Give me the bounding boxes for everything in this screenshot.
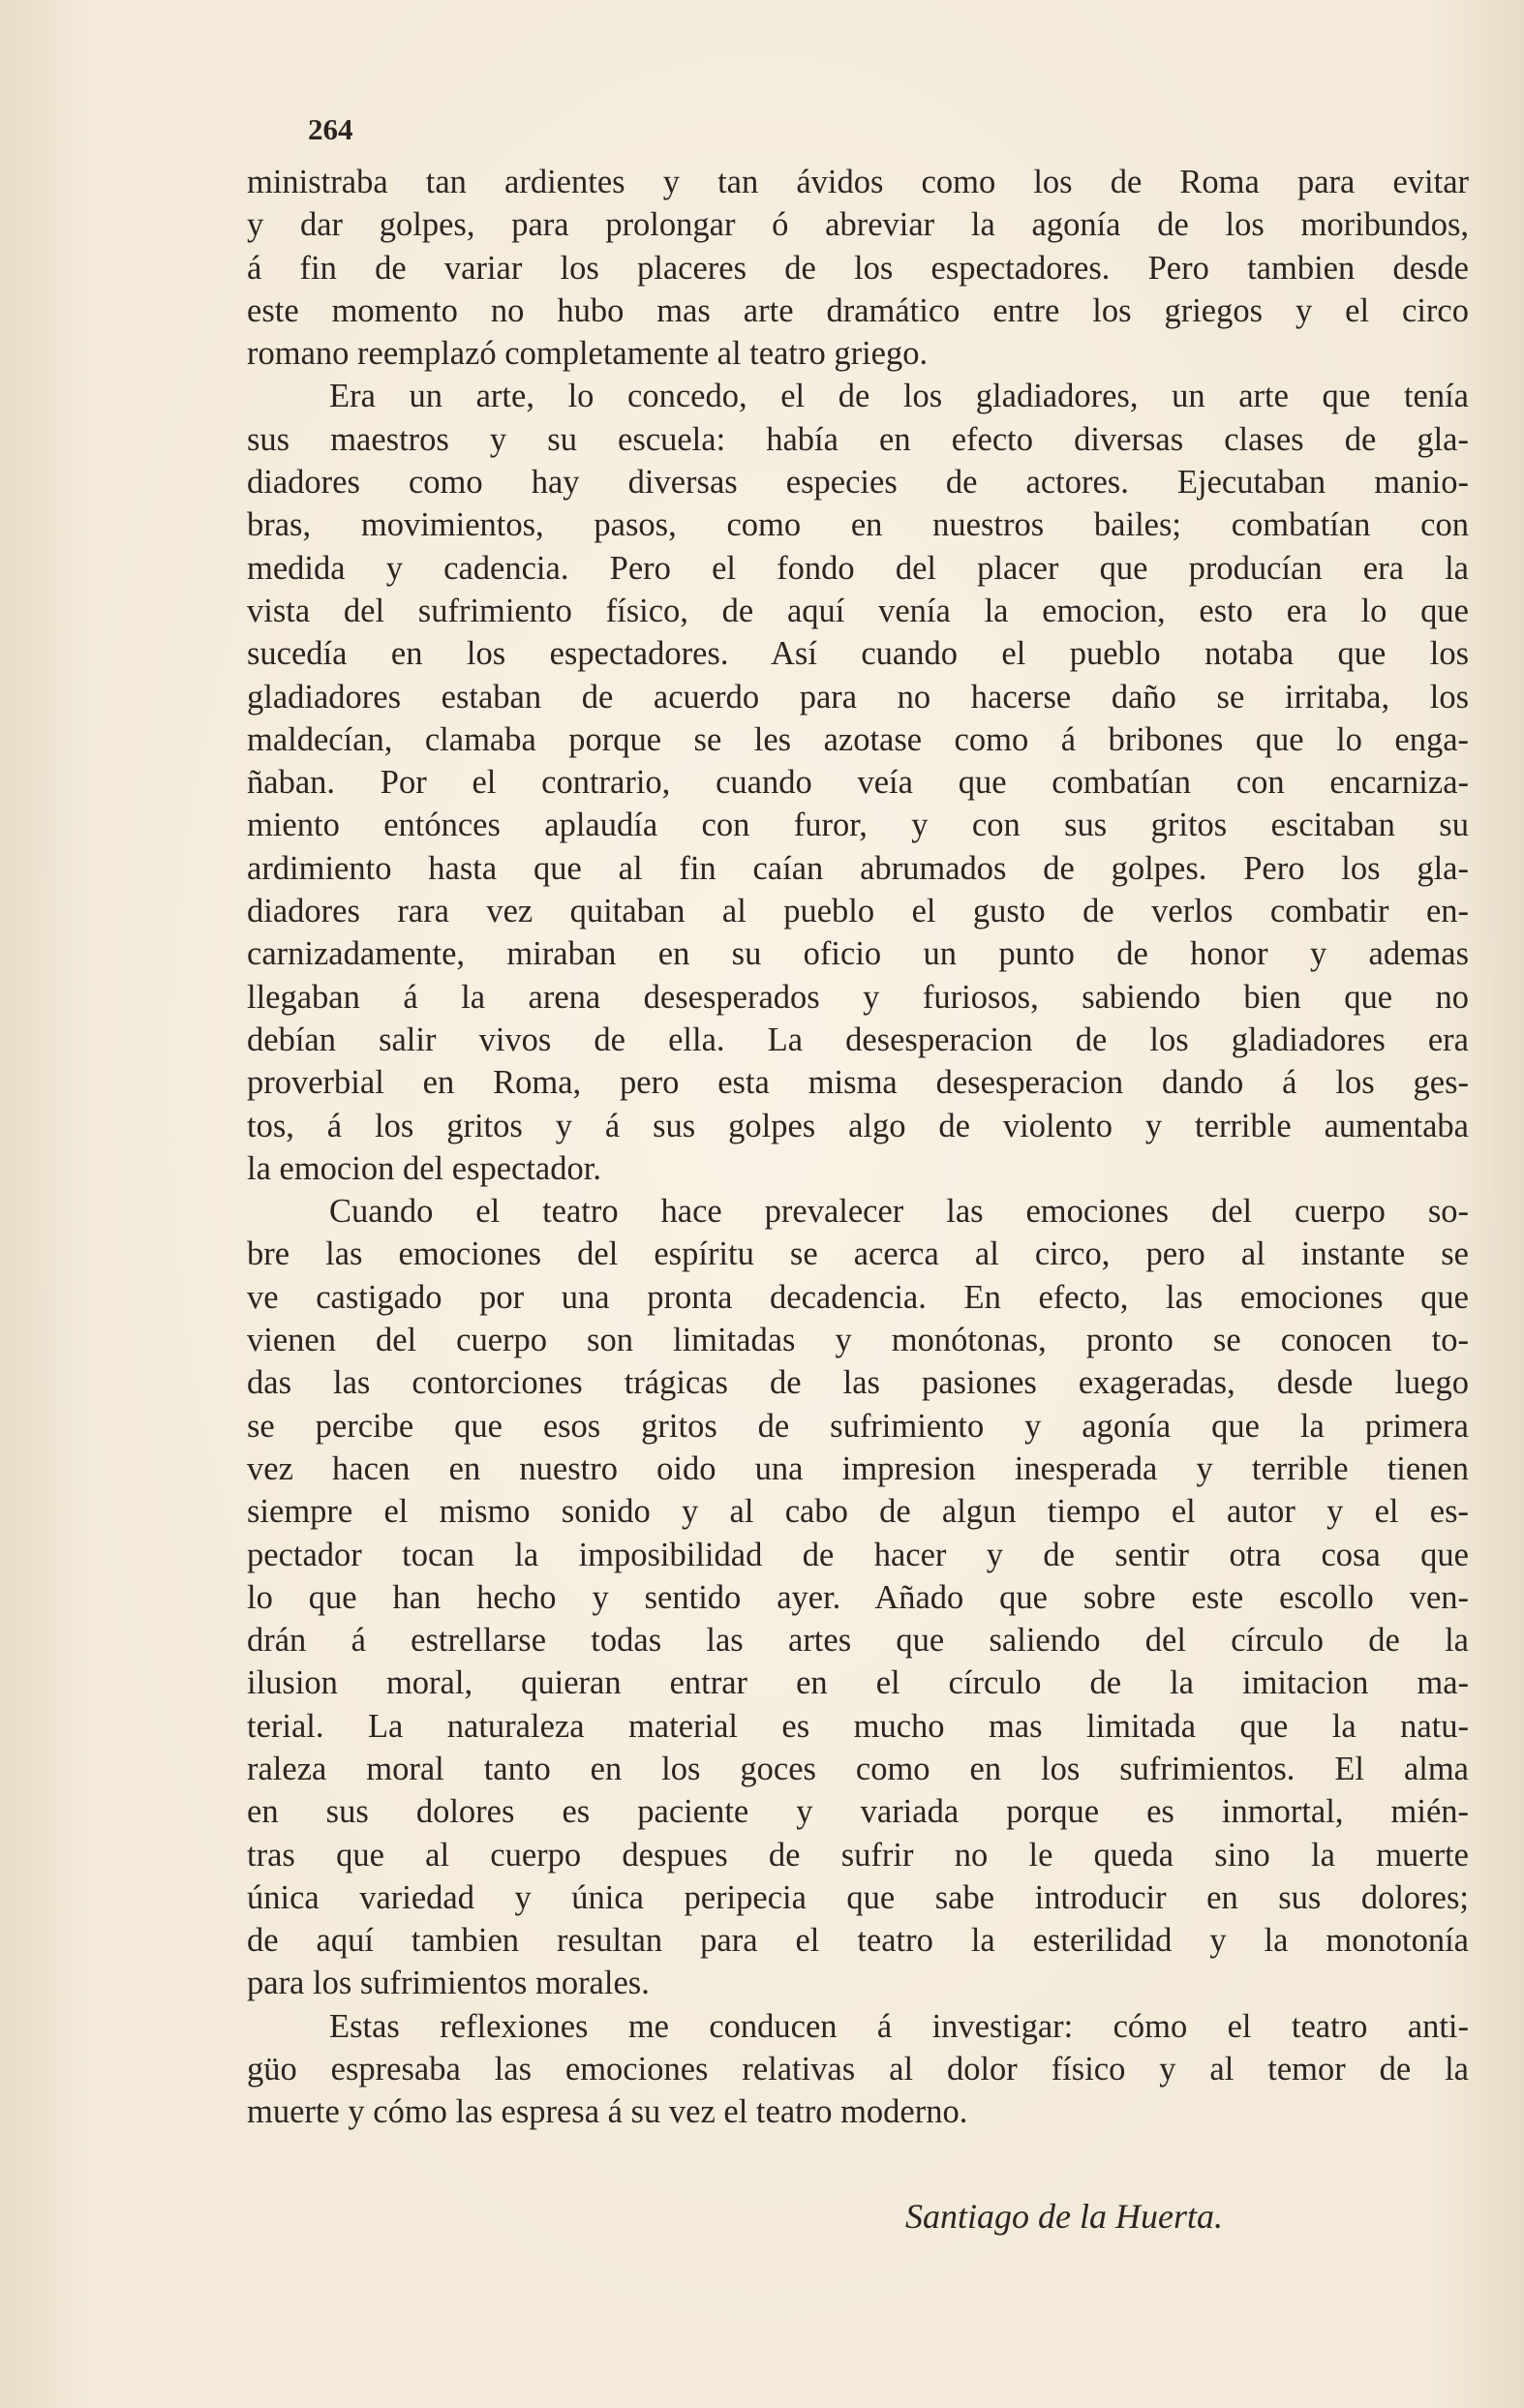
text-line: este momento no hubo mas arte dramático entre los griegos y el circo xyxy=(247,291,1469,329)
text-line: gladiadores estaban de acuerdo para no hacerse daño se irritaba, los xyxy=(247,678,1469,716)
text-line: pectador tocan la imposibilidad de hacer y de sentir otra cosa que xyxy=(247,1536,1469,1573)
author-signature: Santiago de la Huerta. xyxy=(905,2197,1223,2236)
text-line: terial. La naturaleza material es mucho mas limitada que la natu- xyxy=(247,1707,1469,1745)
text-line: Cuando el teatro hace prevalecer las emociones del cuerpo so- xyxy=(329,1193,1469,1231)
text-line: en sus dolores es paciente y variada porque es inmortal, mién- xyxy=(247,1793,1469,1831)
text-line: das las contorciones trágicas de las pasiones exageradas, desde luego xyxy=(247,1364,1469,1402)
text-line: de aquí tambien resultan para el teatro la esterilidad y la monotonía xyxy=(247,1922,1469,1960)
text-line: tras que al cuerpo despues de sufrir no le queda sino la muerte xyxy=(247,1836,1469,1874)
text-line: sucedía en los espectadores. Así cuando el pueblo notaba que los xyxy=(247,635,1469,673)
text-line: bras, movimientos, pasos, como en nuestros bailes; combatían con xyxy=(247,506,1469,544)
text-line: carnizadamente, miraban en su oficio un punto de honor y ademas xyxy=(247,935,1469,973)
text-line: miento entónces aplaudía con furor, y con sus gritos escitaban su xyxy=(247,807,1469,844)
text-line: debían salir vivos de ella. La desesperacion de los gladiadores era xyxy=(247,1021,1469,1058)
text-line: Estas reflexiones me conducen á investigar: cómo el teatro anti- xyxy=(329,2007,1469,2045)
text-line: ve castigado por una pronta decadencia. En efecto, las emociones que xyxy=(247,1278,1469,1316)
text-line: lo que han hecho y sentido ayer. Añado que sobre este escollo ven- xyxy=(247,1578,1469,1616)
text-line: drán á estrellarse todas las artes que saliendo del círculo de la xyxy=(247,1622,1469,1660)
text-line: ilusion moral, quieran entrar en el círculo de la imitacion ma- xyxy=(247,1664,1469,1702)
text-line: ministraba tan ardientes y tan ávidos como los de Roma para evitar xyxy=(247,164,1469,200)
text-line: maldecían, clamaba porque se les azotase como á bribones que lo enga- xyxy=(247,720,1469,758)
text-line: la emocion del espectador. xyxy=(247,1149,601,1187)
text-line: única variedad y única peripecia que sabe introducir en sus dolores; xyxy=(247,1878,1469,1916)
text-line: bre las emociones del espíritu se acerca al circo, pero al instante se xyxy=(247,1235,1469,1273)
text-line: tos, á los gritos y á sus golpes algo de violento y terrible aumentaba xyxy=(247,1107,1469,1144)
text-line: ardimiento hasta que al fin caían abrumados de golpes. Pero los gla- xyxy=(247,849,1469,887)
text-line: ñaban. Por el contrario, cuando veía que combatían con encarniza- xyxy=(247,764,1469,802)
body-text xyxy=(247,161,1469,2134)
text-line: se percibe que esos gritos de sufrimiento y agonía que la primera xyxy=(247,1407,1469,1445)
text-line: vienen del cuerpo son limitadas y monótonas, pronto se conocen to- xyxy=(247,1322,1469,1359)
text-line: y dar golpes, para prolongar ó abreviar la agonía de los moribundos, xyxy=(247,206,1469,244)
text-line: raleza moral tanto en los goces como en los sufrimientos. El alma xyxy=(247,1750,1469,1787)
text-line: medida y cadencia. Pero el fondo del placer que producían era la xyxy=(247,549,1469,587)
text-line: llegaban á la arena desesperados y furiosos, sabiendo bien que no xyxy=(247,978,1469,1016)
text-line: diadores rara vez quitaban al pueblo el gusto de verlos combatir en- xyxy=(247,893,1469,930)
text-line: á fin de variar los placeres de los espectadores. Pero tambien desde xyxy=(247,249,1469,287)
text-line: romano reemplazó completamente al teatro griego. xyxy=(247,335,929,373)
text-line: vez hacen en nuestro oido una impresion inesperada y terrible tienen xyxy=(247,1449,1469,1487)
text-line: siempre el mismo sonido y al cabo de algun tiempo el autor y el es- xyxy=(247,1493,1469,1531)
text-line: proverbial en Roma, pero esta misma desesperacion dando á los ges- xyxy=(247,1064,1469,1102)
text-line: para los sufrimientos morales. xyxy=(247,1965,650,2002)
page-number: 264 xyxy=(308,112,353,146)
text-line: sus maestros y su escuela: había en efecto diversas clases de gla- xyxy=(247,420,1469,458)
text-line: Era un arte, lo concedo, el de los gladiadores, un arte que tenía xyxy=(329,378,1469,415)
text-line: muerte y cómo las espresa á su vez el teatro moderno. xyxy=(247,2093,968,2131)
text-line: diadores como hay diversas especies de actores. Ejecutaban manio- xyxy=(247,464,1469,502)
text-line: güo espresaba las emociones relativas al dolor físico y al temor de la xyxy=(247,2051,1469,2088)
text-line: vista del sufrimiento físico, de aquí venía la emocion, esto era lo que xyxy=(247,592,1469,629)
